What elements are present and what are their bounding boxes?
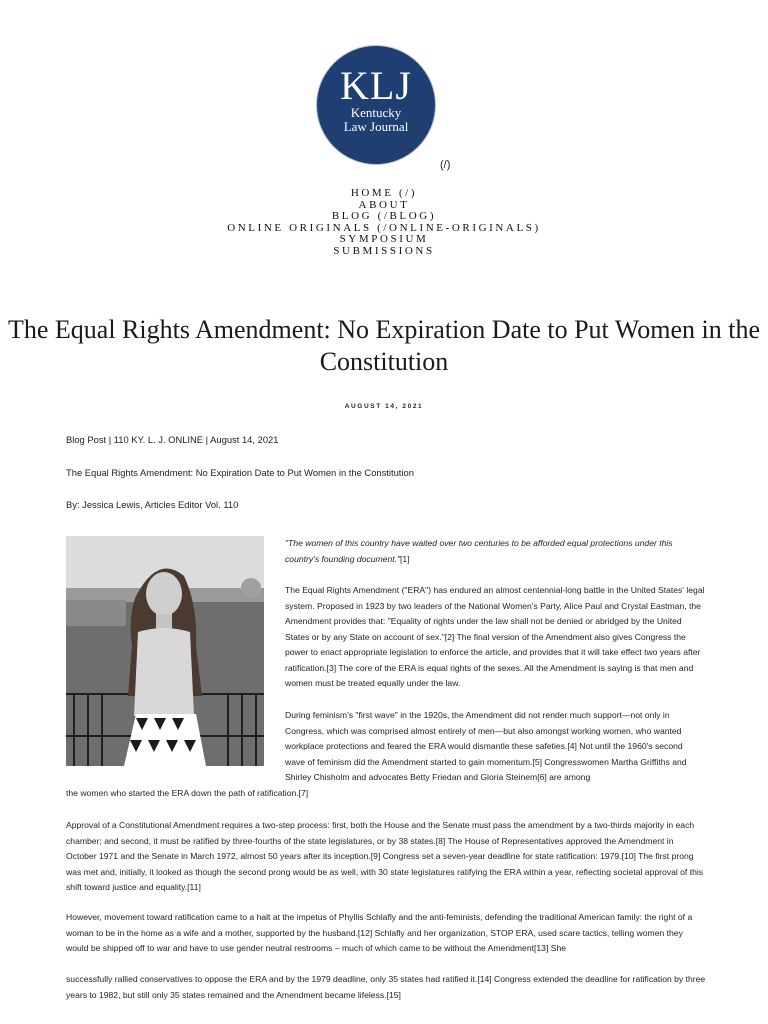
nav-item-submissions[interactable]: SUBMISSIONS [333, 244, 435, 257]
post-author: By: Jessica Lewis, Articles Editor Vol. 110 [66, 499, 239, 510]
logo-line-2: Law Journal [343, 119, 409, 134]
logo-home-link-text[interactable]: (/) [440, 159, 451, 171]
nav-item-online-originals[interactable]: ONLINE ORIGINALS (/ONLINE-ORIGINALS) [227, 221, 541, 234]
post-title: The Equal Rights Amendment: No Expiration Date to Put Women in the Constitution [7, 315, 761, 376]
epigraph-quote [285, 536, 705, 567]
nav-item-about[interactable]: ABOUT [358, 198, 410, 211]
paragraph-1: The Equal Rights Amendment ("ERA") has endured an almost centennial-long battle in the United States' legal system. Proposed in 1923 by two leaders of the National Women's Party, Alice Paul and Crystal Eastman, the Amendment provides that: "Equality of rights under the law shall not be denied or abridged by the United States or by any State on account of sex."[2] The final version of the Amendment also gives Congress the power to enact appropriate legislation to enforce the article, and provides that it will take effect two years after ratification.[3] The core of the ERA is equal rights of the sexes. All the Amendment is saying is that men and women must be treated equally under the law. [285, 585, 705, 688]
post-subtitle: The Equal Rights Amendment: No Expiration Date to Put Women in the Constitution [66, 467, 414, 478]
paragraph-5: successfully rallied conservatives to oppose the ERA and by the 1979 deadline, only 35 states had ratified it.[14] Congress extended the deadline for ratification by three years to 1982, but still only 35 states remained and the Amendment became lifeless.[15] [66, 974, 706, 1000]
paragraph-4: However, movement toward ratification came to a halt at the impetus of Phyllis Schlafly and the anti-feminists, defending the traditional American family: the right of a woman to be in the home as a wife and a mother, supported by the husband.[12] Schlafly and her organization, STOP ERA, used scare tactics, telling women they would be shipped off to war and have to use gender neutral restrooms – much of which came to be without the Amendment[13] She [66, 912, 693, 953]
post-date: AUGUST 14, 2021 [344, 403, 424, 410]
site-logo-link[interactable] [316, 45, 438, 167]
author-photo [66, 536, 264, 766]
post-byline-meta: Blog Post | 110 KY. L. J. ONLINE | August 14, 2021 [66, 434, 279, 445]
klj-logo [316, 45, 436, 165]
author-photo-illustration [66, 536, 264, 766]
nav-item-home[interactable]: HOME (/) [350, 187, 418, 199]
main-navigation [0, 188, 768, 258]
logo-line-1: Kentucky [350, 105, 402, 120]
nav-item-blog[interactable]: BLOG (/BLOG) [331, 210, 437, 223]
paragraph-3: Approval of a Constitutional Amendment requires a two-step process: first, both the House and the Senate must pass the amendment by a two-thirds majority in each chamber; and second, it must be ratified by three-fourths of the state legislatures, or by 38 states.[8] The House of Representatives approved the Amendment in October 1971 and the Senate in March 1972, almost 50 years after its inception.[9] Congress set a seven-year deadline for state ratification: 1979.[10] The first prong was met and, initially, it looked as though the second prong would be as well, with 30 state legislatures ratifying the ERA within a year, reflecting societal approval of this shift toward justice and equality.[11] [66, 820, 704, 892]
paragraph-2: During feminism's "first wave" in the 1920s, the Amendment did not render much support—not only in Congress, which was comprised almost entirely of men—but also amongst working women, who wanted workplace protections and feared the ERA would dismantle these safeties.[4] Not until the 1960's second wave of feminism did the Amendment started to gain momentum.[5] Congresswomen Martha Griffiths and Shirley Chisholm and advocates Betty Friedan and Gloria Steinem[6] are among [285, 710, 687, 782]
quote-text: "The women of this country have waited over two centuries to be afforded equal protections under this country's founding document." [285, 538, 673, 564]
footnote-ref[interactable]: [1] [400, 553, 410, 564]
logo-monogram: KLJ [340, 63, 412, 108]
paragraph-2-continued: the women who started the ERA down the path of ratification.[7] [66, 788, 309, 798]
nav-item-symposium[interactable]: SYMPOSIUM [339, 233, 429, 246]
